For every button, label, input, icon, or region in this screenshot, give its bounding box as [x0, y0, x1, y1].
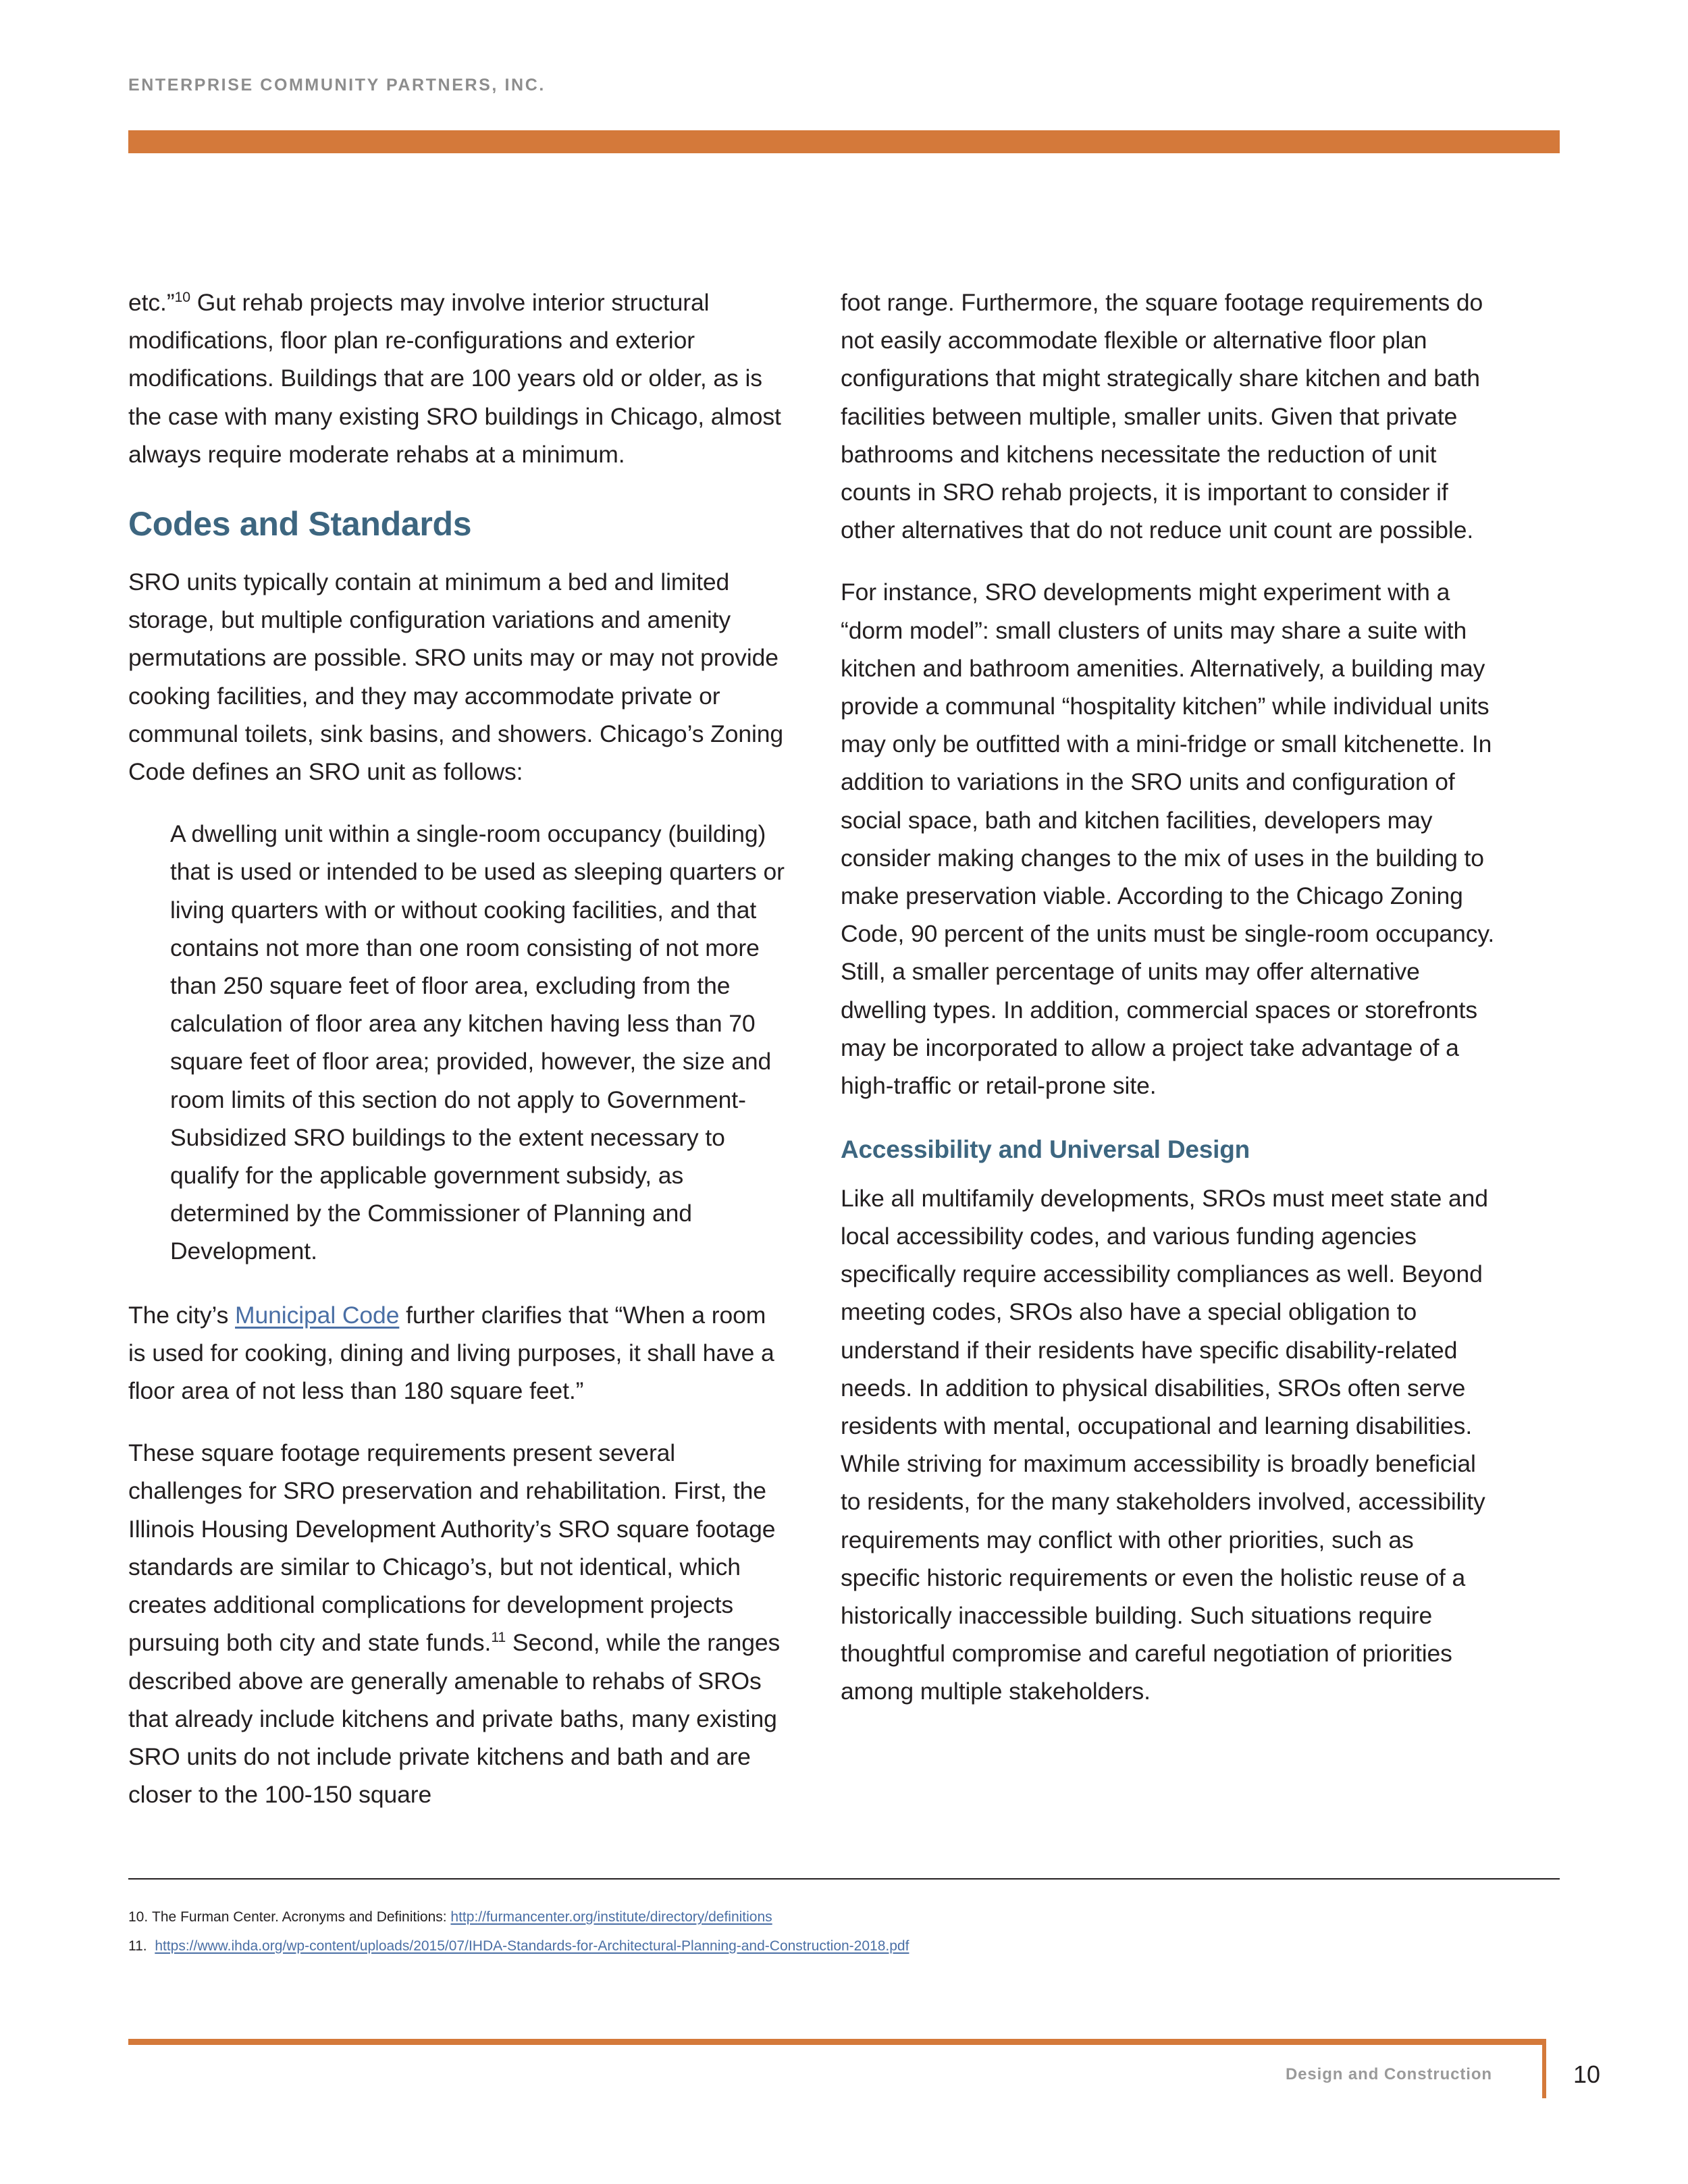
- footnote-separator-rule: [128, 1878, 1560, 1880]
- footer-vertical-divider: [1542, 2039, 1546, 2098]
- footnote-item-11: [128, 1932, 1566, 1961]
- paragraph-sro-units-typically: SRO units typically contain at minimum a bed and limited storage, but multiple configuration variations and amenity permutations are possible. SRO units may or may not provide cooking facilities, and they may accommodate private or communal toilets, sink basins, and showers. Chicago’s Zoning Code defines an SRO unit as follows:: [128, 568, 784, 786]
- paragraph-dorm-model: For instance, SRO developments might experiment with a “dorm model”: small clusters of units may share a suite with kitchen and bathroom amenities. Alternatively, a building may provide a communal “hospitality kitchen” while individual units may only be outfitted with a mini-fridge or small kitchenette. In addition to variations in the SRO units and configuration of social space, bath and kitchen facilities, developers may consider making changes to the mix of uses in the building to make preservation viable. According to the Chicago Zoning Code, 90 percent of the units must be single-room occupancy. Still, a smaller percentage of units may offer alternative dwelling types. In addition, commercial spaces or storefronts may be incorporated to allow a project take advantage of a high-traffic or retail-prone site.: [841, 579, 1495, 1100]
- blockquote-text: A dwelling unit within a single-room occupancy (building) that is used or intended to be used as sleeping quarters or living quarters with or without cooking facilities, and that contains not more than one room consisting of not more than 250 square feet of floor area, excluding from the calculation of floor area any kitchen having less than 70 square feet of floor area; provided, however, the size and room limits of this section do not apply to Government-Subsidized SRO buildings to the extent necessary to qualify for the applicable government subsidy, as determined by the Commissioner of Planning and Development.: [170, 820, 785, 1265]
- two-column-body: [128, 284, 1566, 1813]
- sub-heading-accessibility-and-universal-design: Accessibility and Universal Design: [841, 1136, 1250, 1164]
- footnotes-block: [128, 1902, 1566, 1961]
- paragraph-municipal-code-lead: The city’s: [128, 1301, 236, 1329]
- footer-section-label: Design and Construction: [1285, 2065, 1492, 2083]
- municipal-code-link[interactable]: Municipal Code: [235, 1301, 400, 1329]
- footer-page-number: 10: [1573, 2060, 1601, 2088]
- footnote-10-url-link[interactable]: http://furmancenter.org/institute/directory/definitions: [450, 1909, 772, 1925]
- footnote-11-number: 11.: [128, 1938, 147, 1954]
- paragraph-municipal-code: [128, 1296, 787, 1410]
- paragraph-square-footage-challenges: [128, 1434, 787, 1813]
- paragraph-accessibility-codes: Like all multifamily developments, SROs must meet state and local accessibility codes, and various funding agencies specifically require accessibility compliances as well. Beyond meeting codes, SROs also have a special obligation to understand if their residents have specific disability-related needs. In addition to physical disabilities, SROs often serve residents with mental, occupational and learning disabilities. While striving for maximum accessibility is broadly beneficial to residents, for the many stakeholders involved, accessibility requirements may conflict with other priorities, such as specific historic requirements or even the holistic reuse of a historically inaccessible building. Such situations require thoughtful compromise and careful negotiation of priorities among multiple stakeholders.: [841, 1184, 1488, 1705]
- footnote-marker-10[interactable]: 10: [174, 289, 191, 306]
- left-column: [128, 284, 787, 1813]
- footer-orange-rule: [128, 2039, 1543, 2045]
- paragraph-gut-rehab-lead: etc.”: [128, 289, 175, 316]
- footnote-10-number: 10.: [128, 1909, 149, 1925]
- masthead-organization-name: ENTERPRISE COMMUNITY PARTNERS, INC.: [128, 76, 546, 95]
- section-heading-codes-and-standards: Codes and Standards: [128, 505, 472, 543]
- header-orange-rule: [128, 130, 1560, 153]
- paragraph-foot-range: foot range. Furthermore, the square footage requirements do not easily accommodate flexible or alternative floor plan configurations that might strategically share kitchen and bath facilities between multiple, smaller units. Given that private bathrooms and kitchens necessitate the reduction of unit counts in SRO rehab projects, it is important to consider if other alternatives that do not reduce unit count are possible.: [841, 289, 1483, 544]
- footnote-marker-11[interactable]: 11: [491, 1629, 506, 1646]
- footnote-10-text: The Furman Center. Acronyms and Definitions:: [152, 1909, 451, 1925]
- footnote-11-url-link[interactable]: https://www.ihda.org/wp-content/uploads/2015/07/IHDA-Standards-for-Architectural-Planning-and-Construction-2018.pdf: [155, 1938, 909, 1954]
- paragraph-gut-rehab-rest: Gut rehab projects may involve interior structural modifications, floor plan re-configurations and exterior modifications. Buildings that are 100 years old or older, as is the case with many existing SRO buildings in Chicago, almost always require moderate rehabs at a minimum.: [128, 289, 781, 468]
- right-column: [841, 284, 1499, 1813]
- paragraph-square-footage-rest: Second, while the ranges described above are generally amenable to rehabs of SROs that already include kitchens and private baths, many existing SRO units do not include private kitchens and bath and are closer to the 100-150 square: [128, 1629, 781, 1809]
- paragraph-gut-rehab: [128, 284, 787, 473]
- footnote-item-10: [128, 1902, 1566, 1932]
- paragraph-municipal-code-rest: further clarifies that “When a room is used for cooking, dining and living purposes, it shall have a floor area of not less than 180 square feet.”: [128, 1301, 774, 1405]
- paragraph-square-footage-lead: These square footage requirements present several challenges for SRO preservation and rehabilitation. First, the Illinois Housing Development Authority’s SRO square footage standards are similar to Chicago’s, but not identical, which creates additional complications for development projects pursuing both city and state funds.: [128, 1439, 776, 1657]
- blockquote-zoning-definition: [128, 815, 787, 1270]
